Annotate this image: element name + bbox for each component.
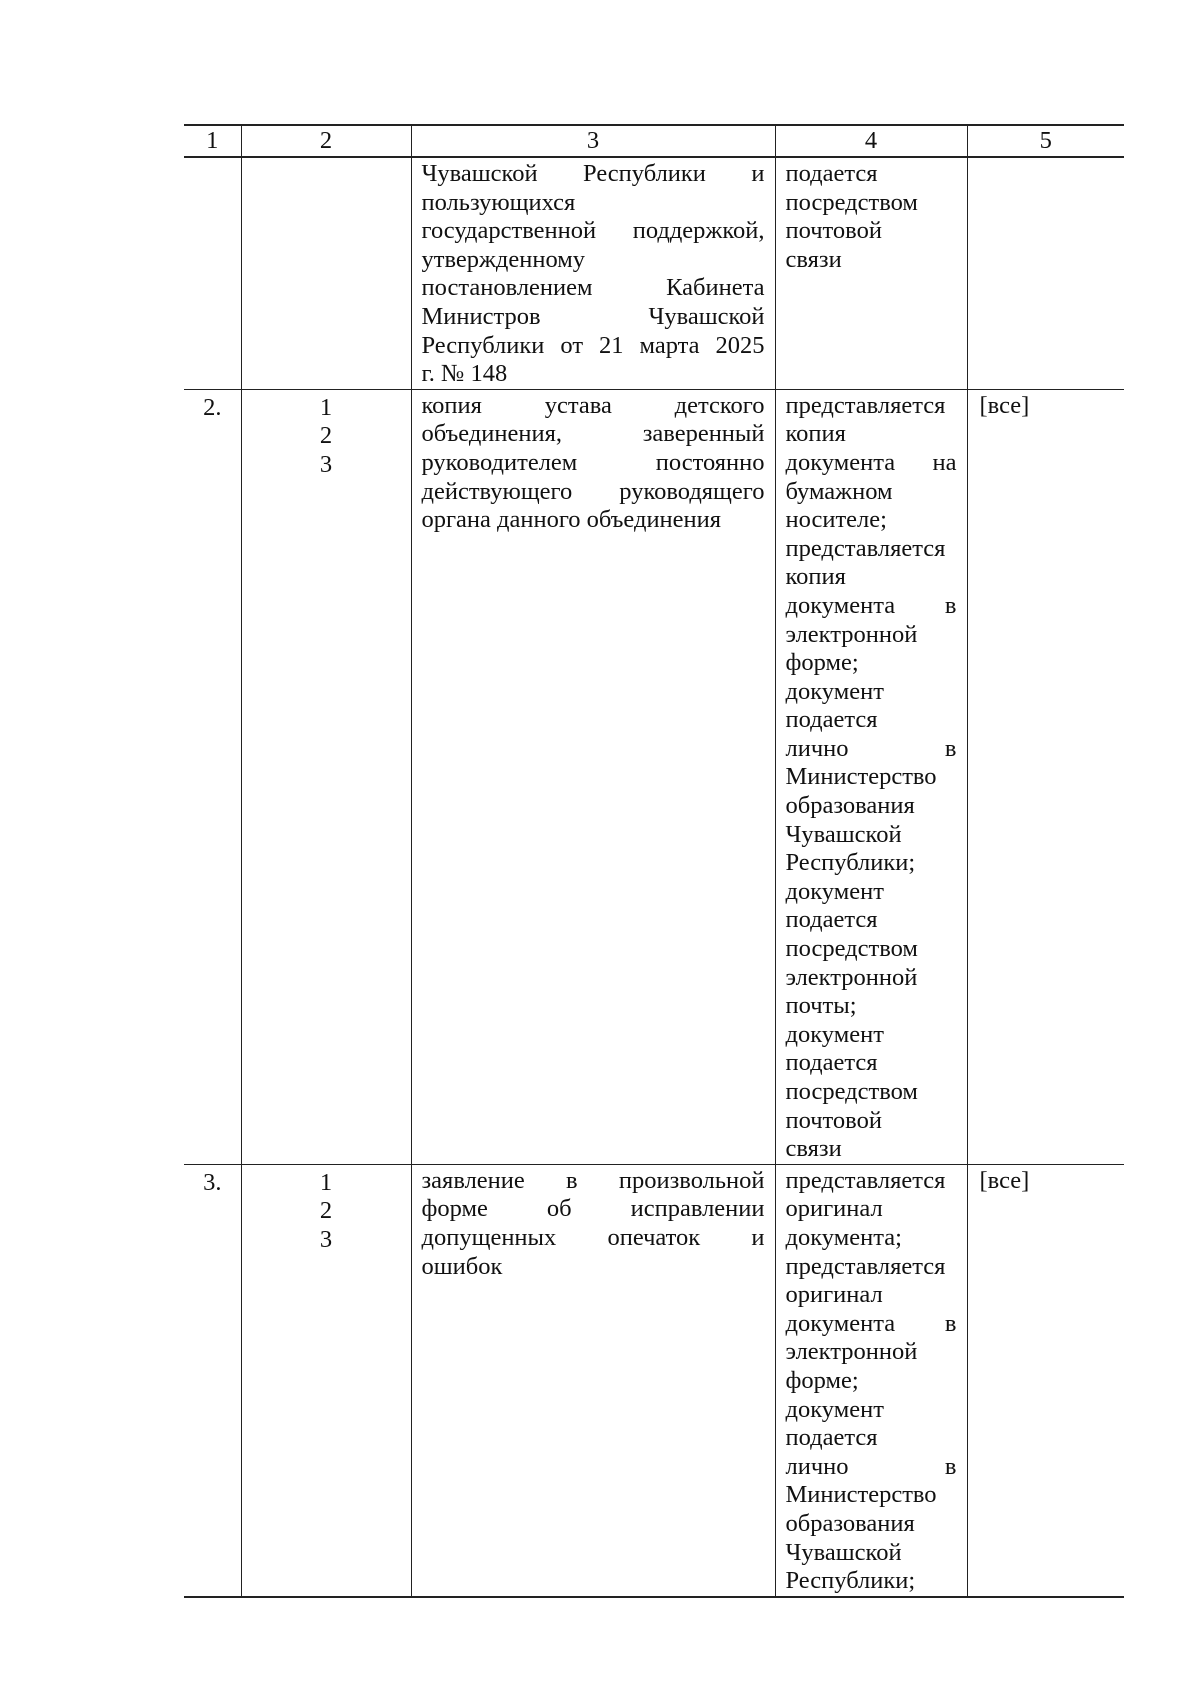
document-description-line: форме об исправлении	[421, 1195, 765, 1223]
submission-method-line: представляется	[785, 534, 946, 562]
submission-method-line: лично в	[785, 734, 957, 762]
submission-method-line: бумажном	[785, 477, 893, 505]
submission-method-line: представляется	[785, 391, 946, 419]
service-code: 2	[319, 422, 333, 450]
document-description-line: постановлением Кабинета	[421, 274, 765, 302]
submission-method-line: Республики;	[785, 849, 916, 877]
row-number-cell	[184, 1164, 241, 1596]
submission-method-cell	[775, 1164, 967, 1596]
header-cell-1: 1	[184, 125, 241, 157]
document-description-line: утвержденному	[421, 245, 586, 273]
submission-method-line: Чувашской	[785, 820, 902, 848]
submission-method-line: копия	[785, 420, 846, 448]
document-description-line: действующего руководящего	[421, 477, 765, 505]
document-description-line: допущенных опечаток и	[421, 1223, 765, 1251]
document-description-line: государственной поддержкой,	[421, 217, 765, 245]
row-number-cell	[184, 389, 241, 1164]
submission-method-line: документ	[785, 1395, 884, 1423]
submission-method-line: документа;	[785, 1223, 902, 1251]
submission-method-line: связи	[785, 245, 842, 273]
document-description-cell	[411, 1164, 775, 1596]
submission-method-cell	[775, 389, 967, 1164]
service-codes-cell	[241, 157, 411, 389]
submission-method-line: образования	[785, 792, 915, 820]
submission-method-line: посредством	[785, 935, 918, 963]
header-cell-5: 5	[967, 125, 1124, 157]
applies-to-cell	[967, 389, 1124, 1164]
document-description-line: копия устава детского	[421, 391, 765, 419]
service-codes-cell	[241, 1164, 411, 1596]
document-description-line: объединения, заверенный	[421, 420, 765, 448]
submission-method-line: электронной	[785, 1338, 918, 1366]
submission-method-line: оригинал	[785, 1195, 883, 1223]
submission-method-line: электронной	[785, 963, 918, 991]
submission-method-line: Республики;	[785, 1567, 916, 1595]
row-number: 2.	[203, 393, 222, 421]
submission-method-line: форме;	[785, 1366, 859, 1394]
document-description-line: Чувашской Республики и	[421, 160, 765, 187]
header-cell-3: 3	[411, 125, 775, 157]
submission-method-line: подается	[785, 706, 878, 734]
submission-method-line: документа на	[785, 448, 957, 476]
document-description-cell	[411, 389, 775, 1164]
submission-method-line: документ	[785, 677, 884, 705]
submission-method-line: копия	[785, 563, 846, 591]
applies-to-cell	[967, 1164, 1124, 1596]
document-description-line: органа данного объединения	[421, 506, 722, 534]
applies-to-value: [все]	[979, 391, 1030, 419]
table-row	[184, 157, 1124, 389]
submission-method-line: посредством	[785, 188, 918, 216]
submission-method-line: подается	[785, 1049, 878, 1077]
submission-method-line: посредством	[785, 1078, 918, 1105]
document-description-line: заявление в произвольной	[421, 1166, 765, 1194]
table-row	[184, 389, 1124, 1164]
submission-method-line: связи	[785, 1135, 842, 1163]
service-code: 1	[319, 393, 333, 421]
document-description-line: г. № 148	[421, 360, 508, 388]
submission-method-line: почты;	[785, 992, 857, 1020]
applies-to-cell	[967, 157, 1124, 389]
document-description-line: пользующихся	[421, 188, 576, 216]
submission-method-line: документа в	[785, 591, 957, 619]
document-description-line: ошибок	[421, 1252, 503, 1280]
submission-method-line: носителе;	[785, 506, 887, 534]
document-description-line: руководителем постоянно	[421, 448, 765, 476]
submission-method-line: представляется	[785, 1166, 946, 1194]
row-number-cell	[184, 157, 241, 389]
submission-method-line: электронной	[785, 620, 918, 648]
service-code: 3	[319, 450, 333, 478]
documents-table	[184, 124, 1124, 1598]
submission-method-line: документа в	[785, 1309, 957, 1337]
submission-method-line: Министерство	[785, 763, 937, 791]
table-header-row	[184, 125, 1124, 157]
submission-method-line: документ	[785, 877, 884, 905]
submission-method-line: Министерство	[785, 1481, 937, 1509]
submission-method-line: оригинал	[785, 1281, 883, 1309]
header-cell-4: 4	[775, 125, 967, 157]
submission-method-line: образования	[785, 1509, 915, 1537]
submission-method-line: документ	[785, 1020, 884, 1048]
submission-method-line: лично в	[785, 1452, 957, 1480]
service-codes-cell	[241, 389, 411, 1164]
submission-method-line: представляется	[785, 1252, 946, 1280]
service-code: 3	[319, 1225, 333, 1253]
submission-method-cell	[775, 157, 967, 389]
document-description-line: Министров Чувашской	[421, 302, 765, 330]
table-row	[184, 1164, 1124, 1596]
submission-method-line: Чувашской	[785, 1538, 902, 1566]
row-number: 3.	[203, 1168, 222, 1196]
document-description-cell	[411, 157, 775, 389]
submission-method-line: подается	[785, 160, 878, 187]
header-cell-2: 2	[241, 125, 411, 157]
submission-method-line: подается	[785, 1424, 878, 1452]
service-code: 1	[319, 1168, 333, 1196]
submission-method-line: почтовой	[785, 1106, 882, 1134]
service-code: 2	[319, 1197, 333, 1225]
document-description-line: Республики от 21 марта 2025	[421, 331, 765, 359]
submission-method-line: форме;	[785, 649, 859, 677]
submission-method-line: почтовой	[785, 217, 882, 245]
applies-to-value: [все]	[979, 1166, 1030, 1194]
submission-method-line: подается	[785, 906, 878, 934]
